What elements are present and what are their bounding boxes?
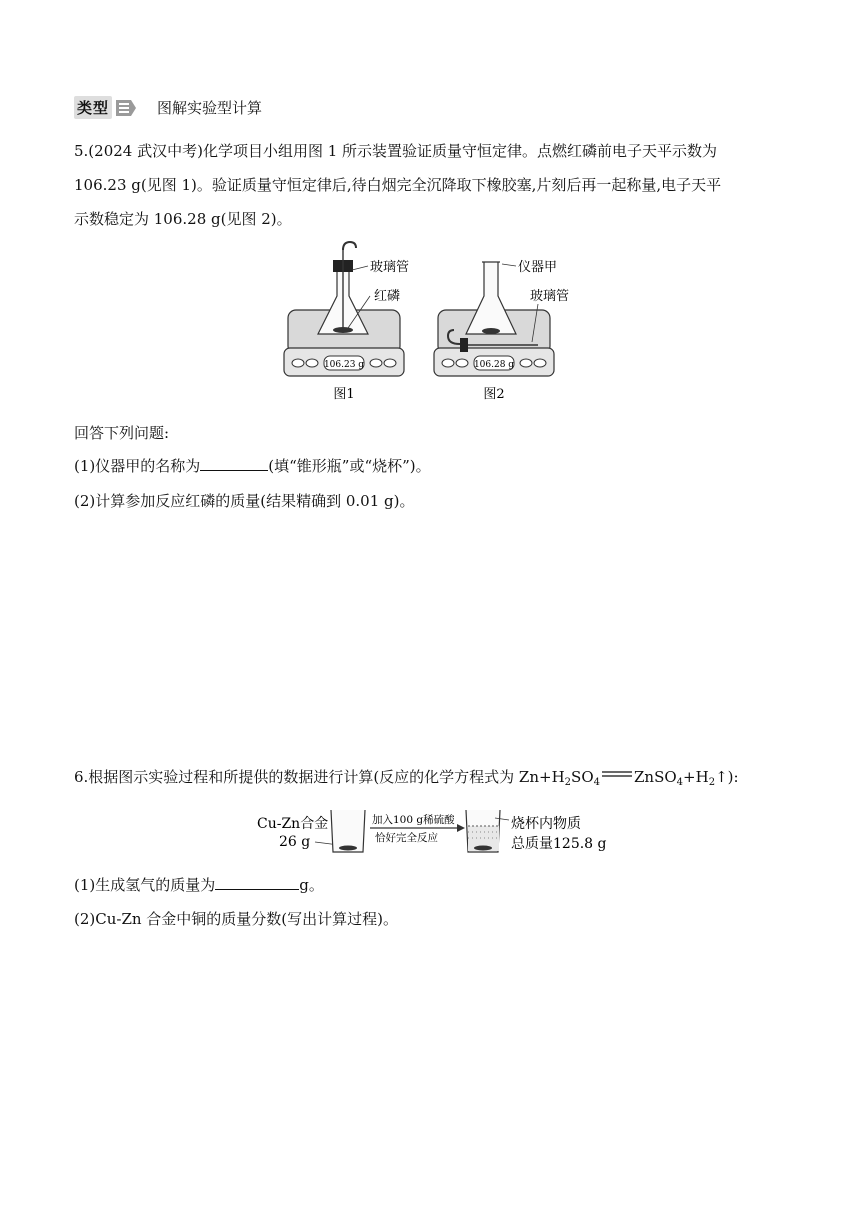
figure1-display: 106.23 g: [323, 360, 365, 370]
q6-figure: [255, 806, 615, 858]
q5-text-line3: 示数稳定为 106.28 g(见图 2)。: [74, 210, 292, 228]
section-title: 图解实验型计算: [157, 99, 263, 117]
figure2-caption: 图2: [483, 387, 505, 402]
figure1-caption: 图1: [333, 387, 355, 402]
q6-arrow-top: 加入100 g稀硫酸: [372, 814, 455, 826]
section-tag-label: 类型: [74, 96, 112, 119]
q5-prompt: 回答下列问题:: [74, 424, 170, 442]
q5-figure: [280, 238, 590, 406]
q6-text: [74, 766, 739, 788]
figure1-label-tube: 玻璃管: [370, 260, 410, 275]
q5-sub1-before: (1)仪器甲的名称为: [74, 457, 201, 475]
figure2-label-instrument: 仪器甲: [518, 260, 558, 275]
q6-arrow-bottom: 恰好完全反应: [375, 832, 438, 844]
q6-eq-sub: 2: [708, 777, 716, 788]
q6-eq-product: ZnSO: [634, 768, 677, 786]
q6-alloy-label: Cu-Zn合金: [257, 816, 329, 832]
figure1-label-phosphorus: 红磷: [374, 289, 401, 304]
q6-result-mass: 总质量125.8 g: [511, 836, 607, 852]
q6-result-label: 烧杯内物质: [511, 816, 581, 832]
q6-alloy-mass: 26 g: [279, 834, 311, 850]
q6-sub1: [74, 874, 324, 895]
q6-sub1-after: g。: [299, 876, 324, 894]
q6-eq-sub: 2: [564, 777, 572, 788]
q6-sub1-before: (1)生成氢气的质量为: [74, 876, 216, 894]
q6-eq-part: SO: [571, 768, 594, 786]
q5-sub1: [74, 455, 431, 476]
equals-sign-icon: [601, 769, 633, 779]
q5-sub1-after: (填“锥形瓶”或“烧杯”)。: [268, 457, 431, 475]
q6-beaker-left: [331, 810, 365, 852]
q6-sub2: (2)Cu-Zn 合金中铜的质量分数(写出计算过程)。: [74, 910, 399, 928]
q5-sub2: (2)计算参加反应红磷的质量(结果精确到 0.01 g)。: [74, 492, 415, 510]
q5-sub1-answer-blank[interactable]: [200, 456, 268, 471]
q5-text-line2: 106.23 g(见图 1)。验证质量守恒定律后,待白烟完全沉降取下橡胶塞,片刻后再一起称量,电子天平: [74, 176, 722, 194]
q6-beaker-right: [466, 810, 500, 852]
figure2-display: 106.28 g: [473, 360, 515, 370]
q5-text-line1: 5.(2024 武汉中考)化学项目小组用图 1 所示装置验证质量守恒定律。点燃红磷前电子天平示数为: [74, 142, 718, 160]
type-three-icon: [115, 99, 137, 117]
q6-sub1-answer-blank[interactable]: [215, 875, 299, 890]
q6-text-before-eq: 6.根据图示实验过程和所提供的数据进行计算(反应的化学方程式为 Zn+H: [74, 768, 565, 786]
figure1-flask: [318, 242, 368, 334]
q6-eq-sub: 4: [593, 777, 600, 788]
q6-eq-end: ↑):: [715, 768, 739, 786]
q6-eq-part: +H: [683, 768, 709, 786]
figure2-label-tube: 玻璃管: [530, 289, 570, 304]
section-tag: [74, 96, 137, 119]
q6-eq-sub: 4: [676, 777, 684, 788]
